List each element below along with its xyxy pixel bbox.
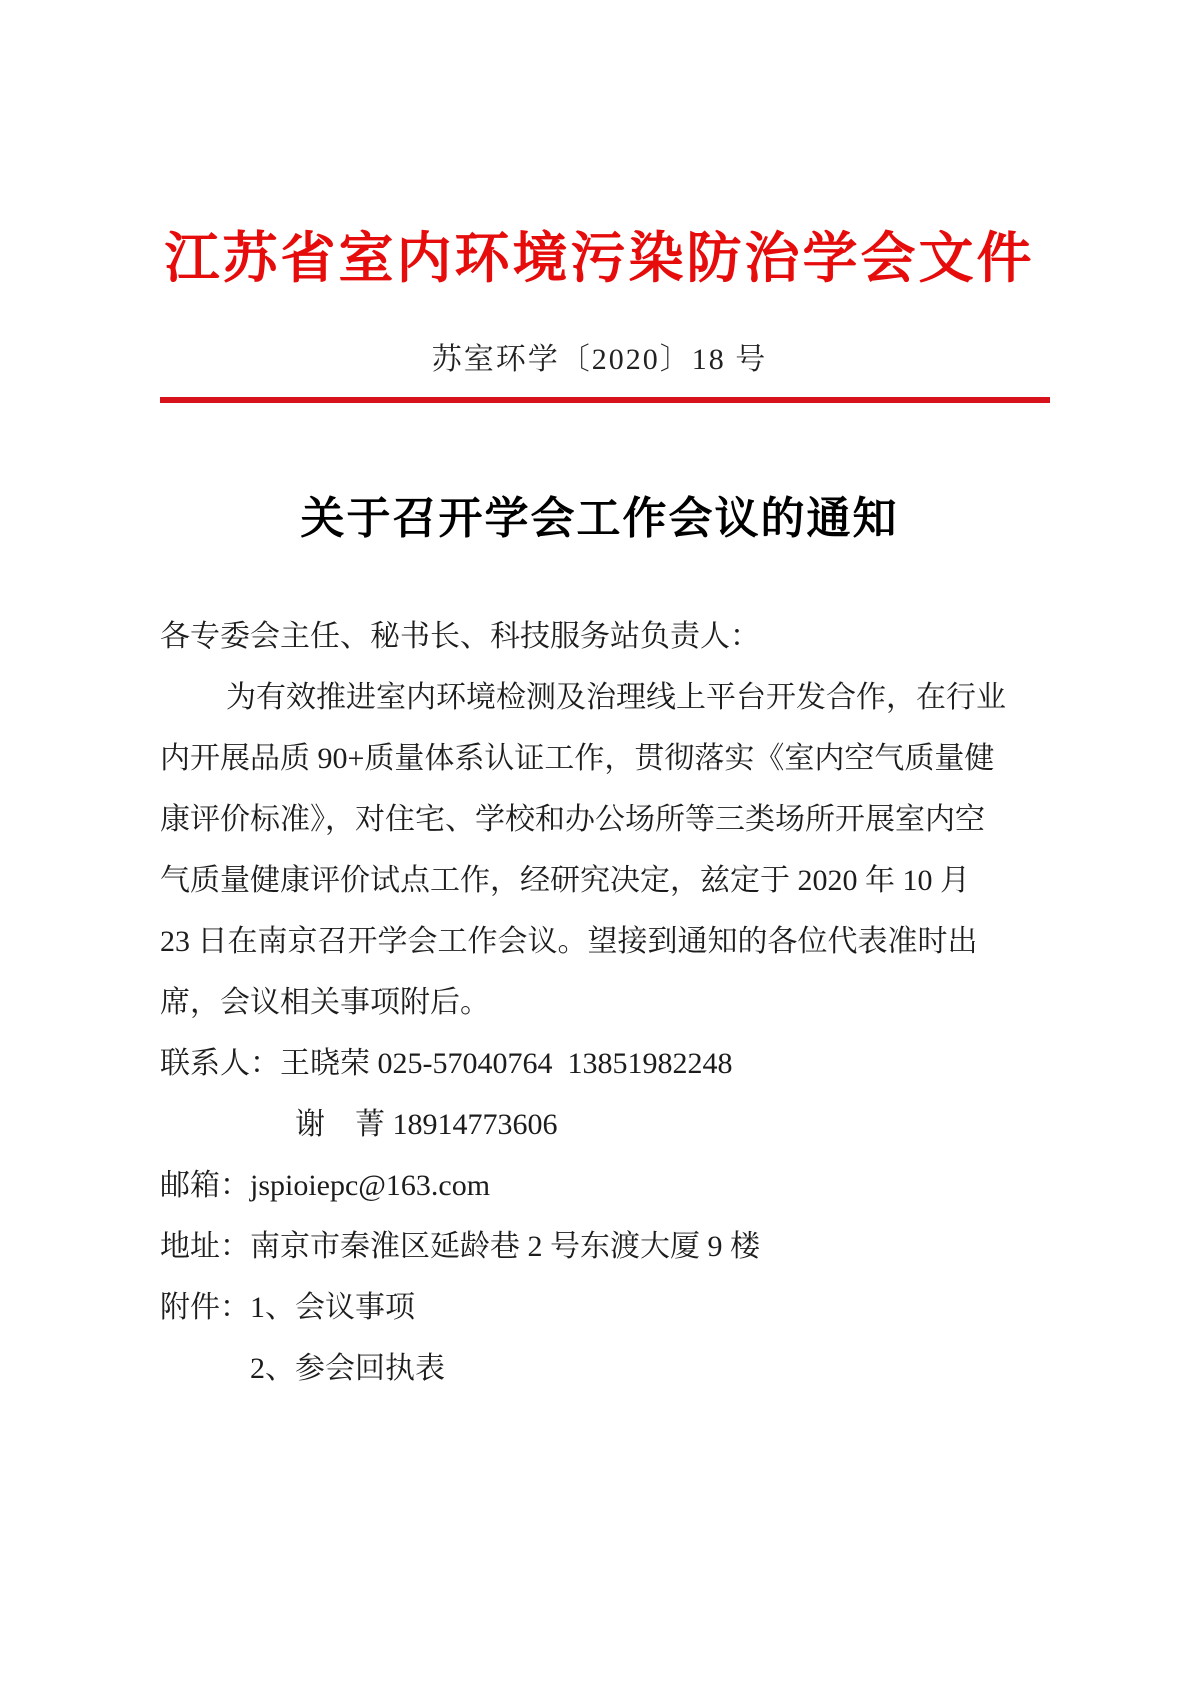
body-line-paragraph: 席，会议相关事项附后。 (160, 986, 490, 1019)
body-line-contact-1: 联系人：王晓荣 025-57040764 13851982248 (160, 1047, 733, 1080)
body-line-attachment-1: 附件：1、会议事项 (160, 1291, 415, 1324)
body-line-paragraph: 气质量健康评价试点工作，经研究决定，兹定于 2020 年 10 月 (160, 864, 970, 897)
body-line-email: 邮箱：jspioiepc@163.com (160, 1169, 491, 1202)
body-line-paragraph: 23 日在南京召开学会工作会议。望接到通知的各位代表准时出 (160, 925, 978, 958)
body-line-contact-2: 谢 菁 18914773606 (295, 1108, 558, 1141)
document-title: 关于召开学会工作会议的通知 (300, 494, 899, 543)
body-line-paragraph: 内开展品质 90+质量体系认证工作，贯彻落实《室内空气质量健 (160, 742, 995, 775)
body-line-salutation: 各专委会主任、秘书长、科技服务站负责人： (160, 620, 760, 653)
document-body (160, 606, 1055, 1399)
red-divider-rule (160, 397, 1050, 403)
body-line-address: 地址：南京市秦淮区延龄巷 2 号东渡大厦 9 楼 (160, 1230, 760, 1263)
org-header-title: 江苏省室内环境污染防治学会文件 (164, 228, 1035, 289)
body-line-attachment-2: 2、参会回执表 (250, 1352, 445, 1385)
doc-number-line: 苏室环学〔2020〕18 号 (431, 343, 768, 376)
body-line-paragraph: 康评价标准》，对住宅、学校和办公场所等三类场所开展室内空 (160, 803, 985, 836)
body-line-paragraph: 为有效推进室内环境检测及治理线上平台开发合作，在行业 (226, 681, 1006, 714)
